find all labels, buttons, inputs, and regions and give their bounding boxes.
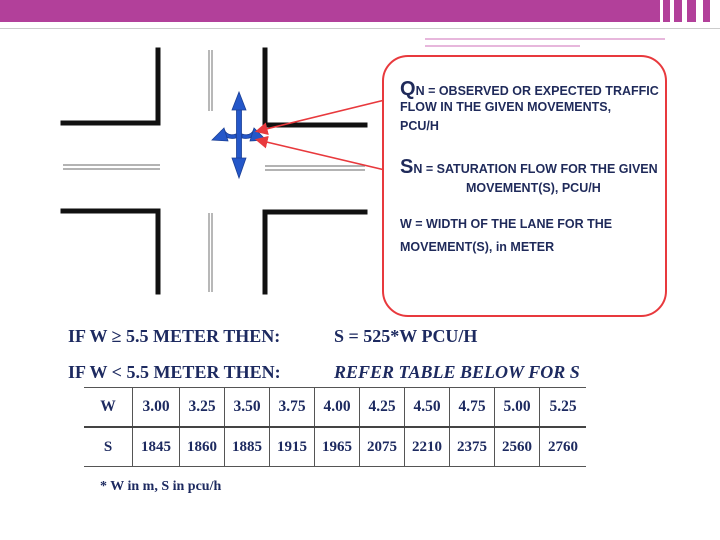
table-label-s: S	[84, 427, 133, 467]
saturation-flow-table	[84, 387, 586, 467]
road-edge-bottom-left	[63, 211, 158, 292]
sn-line-2: MOVEMENT(S), PCU/H	[466, 181, 601, 195]
table-cell: 5.25	[540, 388, 587, 428]
table-row-w	[84, 388, 586, 428]
table-cell: 4.75	[450, 388, 495, 428]
sn-definition	[400, 158, 658, 179]
table-cell: 3.75	[270, 388, 315, 428]
w-definition-line-2: MOVEMENT(S), in METER	[400, 240, 555, 254]
qn-line-3: PCU/H	[400, 119, 439, 133]
table-cell: 2560	[495, 427, 540, 467]
table-cell: 2075	[360, 427, 405, 467]
table-cell: 2760	[540, 427, 587, 467]
table-cell: 3.25	[180, 388, 225, 428]
rule-1-condition: IF W ≥ 5.5 METER THEN:	[68, 326, 281, 346]
table-cell: 3.00	[133, 388, 180, 428]
table-cell: 1965	[315, 427, 360, 467]
table-cell: 1860	[180, 427, 225, 467]
qn-letter: Q	[400, 78, 416, 100]
table-cell: 4.00	[315, 388, 360, 428]
units-footnote: * W in m, S in pcu/h	[100, 479, 222, 494]
table-cell: 1845	[133, 427, 180, 467]
table-row-s	[84, 427, 586, 467]
table-cell: 3.50	[225, 388, 270, 428]
table-cell: 1915	[270, 427, 315, 467]
table-cell: 1885	[225, 427, 270, 467]
table-cell: 4.50	[405, 388, 450, 428]
road-edge-top-right	[265, 50, 365, 125]
table-label-w: W	[84, 388, 133, 428]
w-definition-line-1: W = WIDTH OF THE LANE FOR THE	[400, 217, 613, 231]
table-cell: 4.25	[360, 388, 405, 428]
road-edge-top-left	[63, 50, 158, 123]
sn-line-1: N = SATURATION FLOW FOR THE GIVEN	[413, 162, 658, 176]
qn-line-1: N = OBSERVED OR EXPECTED TRAFFIC	[415, 84, 659, 98]
table-cell: 2375	[450, 427, 495, 467]
sn-letter: S	[400, 156, 414, 178]
table-cell: 5.00	[495, 388, 540, 428]
rule-1-result: S = 525*W PCU/H	[334, 326, 478, 346]
road-edge-bottom-right	[265, 212, 365, 292]
movement-arrows-icon	[212, 92, 266, 178]
rule-2-result: REFER TABLE BELOW FOR S	[334, 362, 580, 382]
table-cell: 2210	[405, 427, 450, 467]
rule-2-condition: IF W < 5.5 METER THEN:	[68, 362, 281, 382]
qn-line-2: FLOW IN THE GIVEN MOVEMENTS,	[400, 100, 612, 114]
